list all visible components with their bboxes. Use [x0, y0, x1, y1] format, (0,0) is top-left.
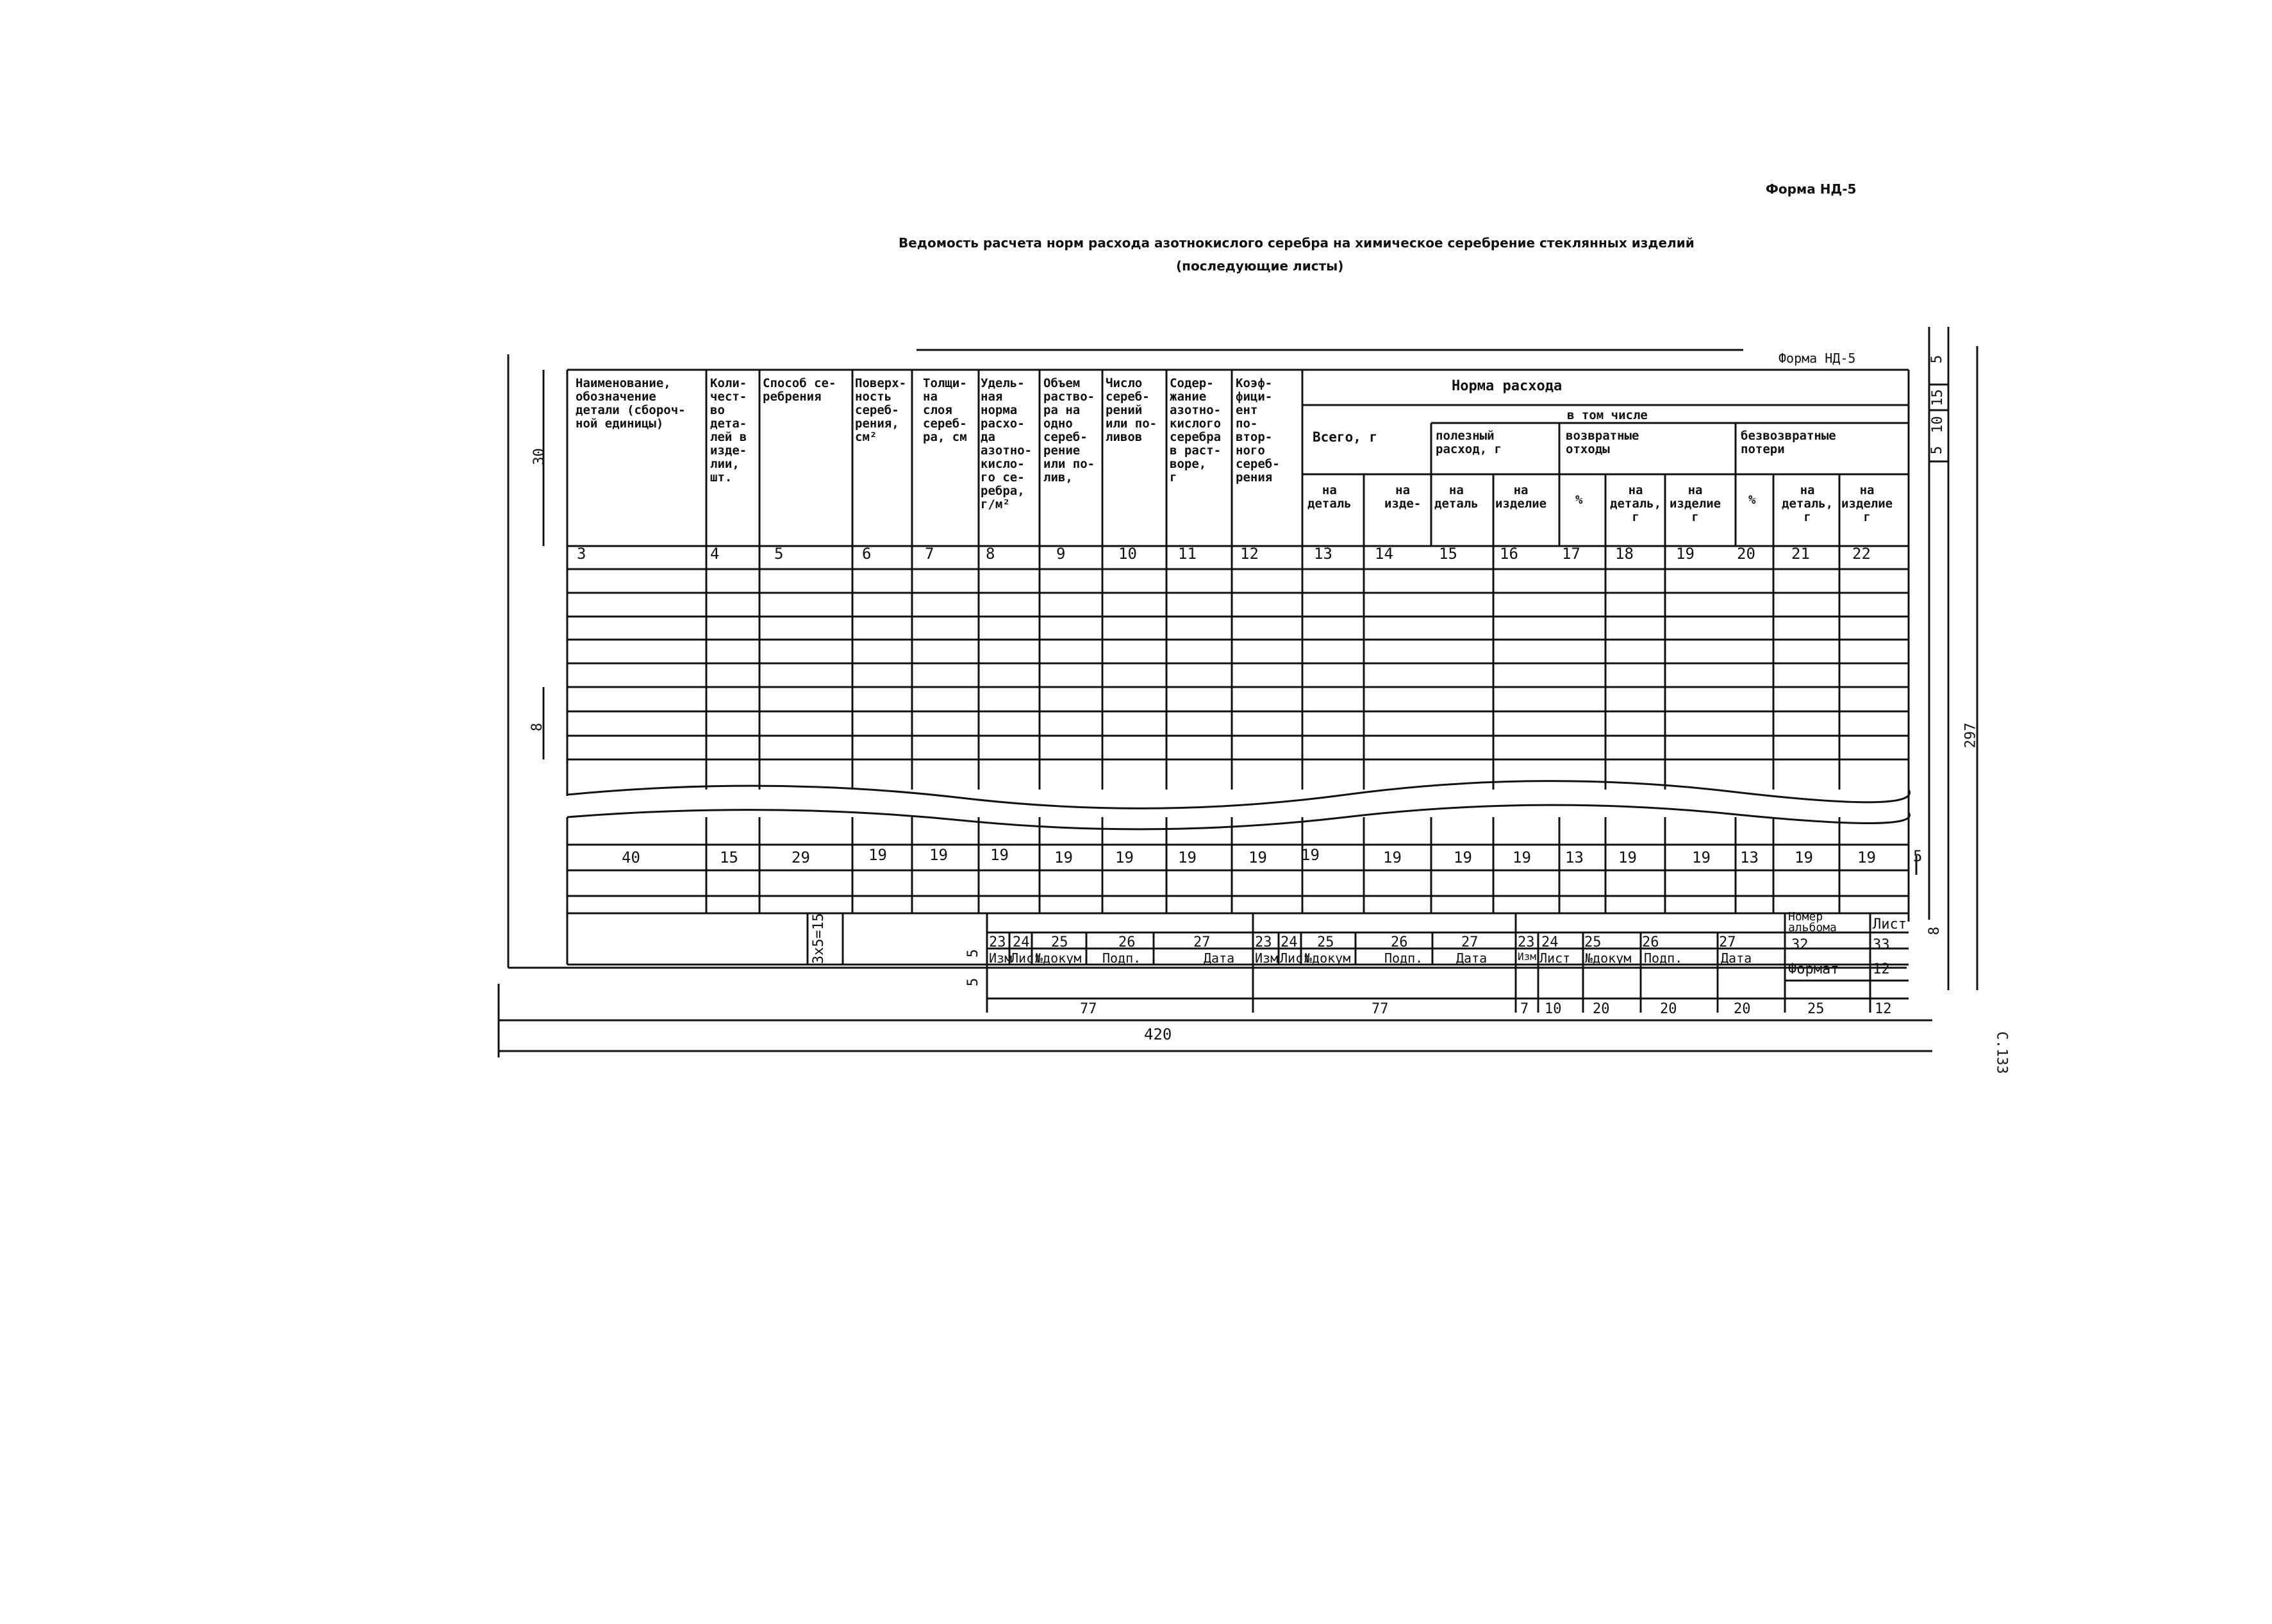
col-header-17: % — [1575, 493, 1583, 507]
stamp-label-izm-a: Изм — [989, 950, 1013, 966]
col-header-10: Число сереб- рений или по- ливов — [1106, 376, 1157, 444]
col-width-5: 29 — [792, 849, 810, 866]
col-num-16: 16 — [1500, 545, 1518, 563]
stamp-label-list-c: Лист — [1539, 950, 1571, 966]
stamp-album-label: Номер альбома — [1788, 910, 1837, 934]
dim-bottom-row: 5 — [1913, 847, 1923, 865]
stamp-num-24-a: 24 — [1013, 934, 1030, 950]
dim-stamp-left3: 5 — [965, 977, 982, 987]
stamp-label-izm-b: Изм — [1255, 950, 1279, 966]
document-title: Ведомость расчета норм расхода азотнокислого серебра на химическое серебрение стеклянных изделий — [899, 235, 1695, 251]
col-width-11: 19 — [1178, 849, 1197, 866]
col-num-12: 12 — [1240, 545, 1259, 563]
stamp-width-25: 25 — [1807, 1001, 1825, 1017]
stamp-label-data-c: Дата — [1721, 950, 1752, 966]
col-num-17: 17 — [1562, 545, 1580, 563]
stamp-label-list-b: Лист — [1280, 950, 1311, 966]
col-width-7: 19 — [929, 846, 948, 864]
stamp-num-26-c: 26 — [1642, 934, 1659, 950]
stamp-num-23-b: 23 — [1255, 934, 1272, 950]
dim-right-stack-d: 5 — [1929, 445, 1946, 455]
col-width-12: 19 — [1248, 849, 1267, 866]
dim-right-stack-c: 10 — [1929, 416, 1946, 433]
dim-right-stack-b: 15 — [1929, 389, 1946, 406]
stamp-num-23-a: 23 — [989, 934, 1006, 950]
stamp-width-20-a: 20 — [1593, 1001, 1610, 1017]
col-num-11: 11 — [1178, 545, 1197, 563]
col-num-9: 9 — [1056, 545, 1066, 563]
stamp-width-7: 7 — [1520, 1001, 1529, 1017]
form-label: Форма НД-5 — [1766, 181, 1857, 197]
col-header-7: Толщи- на слоя сереб- ра, см — [923, 376, 967, 444]
document-subtitle: (последующие листы) — [1176, 258, 1344, 274]
stamp-num-26-b: 26 — [1391, 934, 1408, 950]
col-num-15: 15 — [1439, 545, 1457, 563]
col-num-19: 19 — [1676, 545, 1695, 563]
stamp-width-20-b: 20 — [1660, 1001, 1677, 1017]
stamp-format-val: 12 — [1873, 961, 1890, 977]
dim-stamp-left2: 5 — [965, 949, 982, 958]
stamp-width-77-b: 77 — [1372, 1001, 1389, 1017]
bezvozvratnye-header: безвозвратные потери — [1741, 429, 1836, 456]
col-num-8: 8 — [986, 545, 995, 563]
stamp-label-podp-a: Подп. — [1102, 950, 1141, 966]
col-width-13: 19 — [1301, 846, 1320, 864]
stamp-label-dokum-a: №докум — [1035, 950, 1082, 966]
col-width-3: 40 — [622, 849, 640, 866]
col-num-21: 21 — [1791, 545, 1810, 563]
dim-row-height: 8 — [529, 722, 546, 732]
col-num-5: 5 — [774, 545, 784, 563]
dim-stamp-right: 8 — [1927, 926, 1943, 936]
v-tom-chisle-header: в том числе — [1567, 408, 1648, 422]
col-num-4: 4 — [710, 545, 720, 563]
col-header-14: на изде- — [1384, 483, 1422, 511]
col-width-14: 19 — [1383, 849, 1402, 866]
stamp-label-dokum-c: №докум — [1585, 950, 1632, 966]
stamp-sheet-num: 33 — [1873, 937, 1890, 953]
col-width-8: 19 — [990, 846, 1009, 864]
col-width-21: 19 — [1795, 849, 1813, 866]
col-num-22: 22 — [1852, 545, 1871, 563]
stamp-num-25-b: 25 — [1317, 934, 1334, 950]
col-width-16: 19 — [1513, 849, 1531, 866]
stamp-label-list-a: Лист — [1011, 950, 1042, 966]
stamp-width-12: 12 — [1875, 1001, 1892, 1017]
col-header-22: на изделие г — [1841, 483, 1893, 524]
col-width-20: 13 — [1740, 849, 1759, 866]
col-header-8: Удель- ная норма расхо- да азотно- кисло- го се- ребра, г/м² — [981, 376, 1032, 511]
col-num-14: 14 — [1375, 545, 1393, 563]
stamp-width-20-c: 20 — [1734, 1001, 1751, 1017]
col-width-18: 19 — [1618, 849, 1637, 866]
col-header-5: Способ се- ребрения — [763, 376, 836, 404]
stamp-num-24-c: 24 — [1541, 934, 1559, 950]
col-num-7: 7 — [925, 545, 934, 563]
col-header-19: на изделие г — [1670, 483, 1721, 524]
col-header-15: на деталь — [1434, 483, 1479, 511]
col-num-18: 18 — [1615, 545, 1634, 563]
stamp-num-27-a: 27 — [1193, 934, 1211, 950]
col-num-6: 6 — [862, 545, 872, 563]
dim-stamp-left: 3x5=15 — [811, 913, 827, 965]
dim-total-width: 420 — [1144, 1025, 1172, 1043]
col-width-17: 13 — [1565, 849, 1584, 866]
stamp-width-77-a: 77 — [1080, 1001, 1097, 1017]
col-width-6: 19 — [868, 846, 887, 864]
dim-header-height: 30 — [531, 448, 547, 465]
col-header-9: Объем раство- ра на одно сереб- рение или по- лив, — [1043, 376, 1095, 485]
sheet-form-label: Форма НД-5 — [1779, 351, 1856, 366]
stamp-label-data-a: Дата — [1204, 950, 1235, 966]
col-header-12: Коэф- фици- ент по- втор- ного сереб- рения — [1236, 376, 1280, 485]
col-width-4: 15 — [720, 849, 738, 866]
col-num-3: 3 — [577, 545, 586, 563]
col-header-3: Наименование, обозначение детали (сбороч- ной единицы) — [576, 376, 686, 431]
stamp-num-25-c: 25 — [1584, 934, 1602, 950]
col-width-19: 19 — [1692, 849, 1711, 866]
col-header-20: % — [1748, 493, 1756, 507]
poleznyy-header: полезный расход, г — [1436, 429, 1502, 456]
col-header-13: на деталь — [1307, 483, 1352, 511]
vsego-header: Всего, г — [1313, 429, 1378, 445]
stamp-label-dokum-b: №докум — [1304, 950, 1351, 966]
dim-right-stack-a: 5 — [1929, 354, 1946, 364]
stamp-num-24-b: 24 — [1281, 934, 1298, 950]
col-width-15: 19 — [1454, 849, 1472, 866]
page-number: С.133 — [1993, 1031, 2010, 1074]
stamp-num-27-b: 27 — [1461, 934, 1479, 950]
col-width-22: 19 — [1857, 849, 1876, 866]
col-width-10: 19 — [1115, 849, 1134, 866]
stamp-num-25-a: 25 — [1051, 934, 1068, 950]
vozvratnye-header: возвратные отходы — [1566, 429, 1639, 456]
col-header-18: на деталь, г — [1610, 483, 1662, 524]
col-header-21: на деталь, г — [1782, 483, 1834, 524]
col-header-4: Коли- чест- во дета- лей в изде- лии, шт. — [710, 376, 747, 485]
stamp-label-izm-c: Изм — [1518, 950, 1536, 963]
stamp-label-data-b: Дата — [1456, 950, 1488, 966]
stamp-num-23-c: 23 — [1518, 934, 1535, 950]
stamp-label-podp-b: Подп. — [1384, 950, 1423, 966]
col-header-16: на изделие — [1495, 483, 1547, 511]
col-header-6: Поверх- ность сереб- рения, см² — [855, 376, 907, 444]
stamp-width-10: 10 — [1545, 1001, 1562, 1017]
col-header-11: Содер- жание азотно- кислого серебра в раст- воре, г — [1170, 376, 1222, 485]
stamp-num-26-a: 26 — [1118, 934, 1136, 950]
col-num-13: 13 — [1314, 545, 1332, 563]
col-num-10: 10 — [1118, 545, 1137, 563]
col-width-9: 19 — [1054, 849, 1073, 866]
stamp-label-podp-c: Подп. — [1644, 950, 1683, 966]
stamp-num-27-c: 27 — [1719, 934, 1736, 950]
norma-header: Норма расхода — [1452, 378, 1563, 394]
stamp-album-num: 32 — [1791, 937, 1809, 953]
stamp-sheet-label: Лист — [1873, 916, 1907, 932]
stamp-format-label: Формат — [1788, 961, 1839, 977]
dim-total-height: 297 — [1962, 722, 1979, 749]
col-num-20: 20 — [1737, 545, 1755, 563]
